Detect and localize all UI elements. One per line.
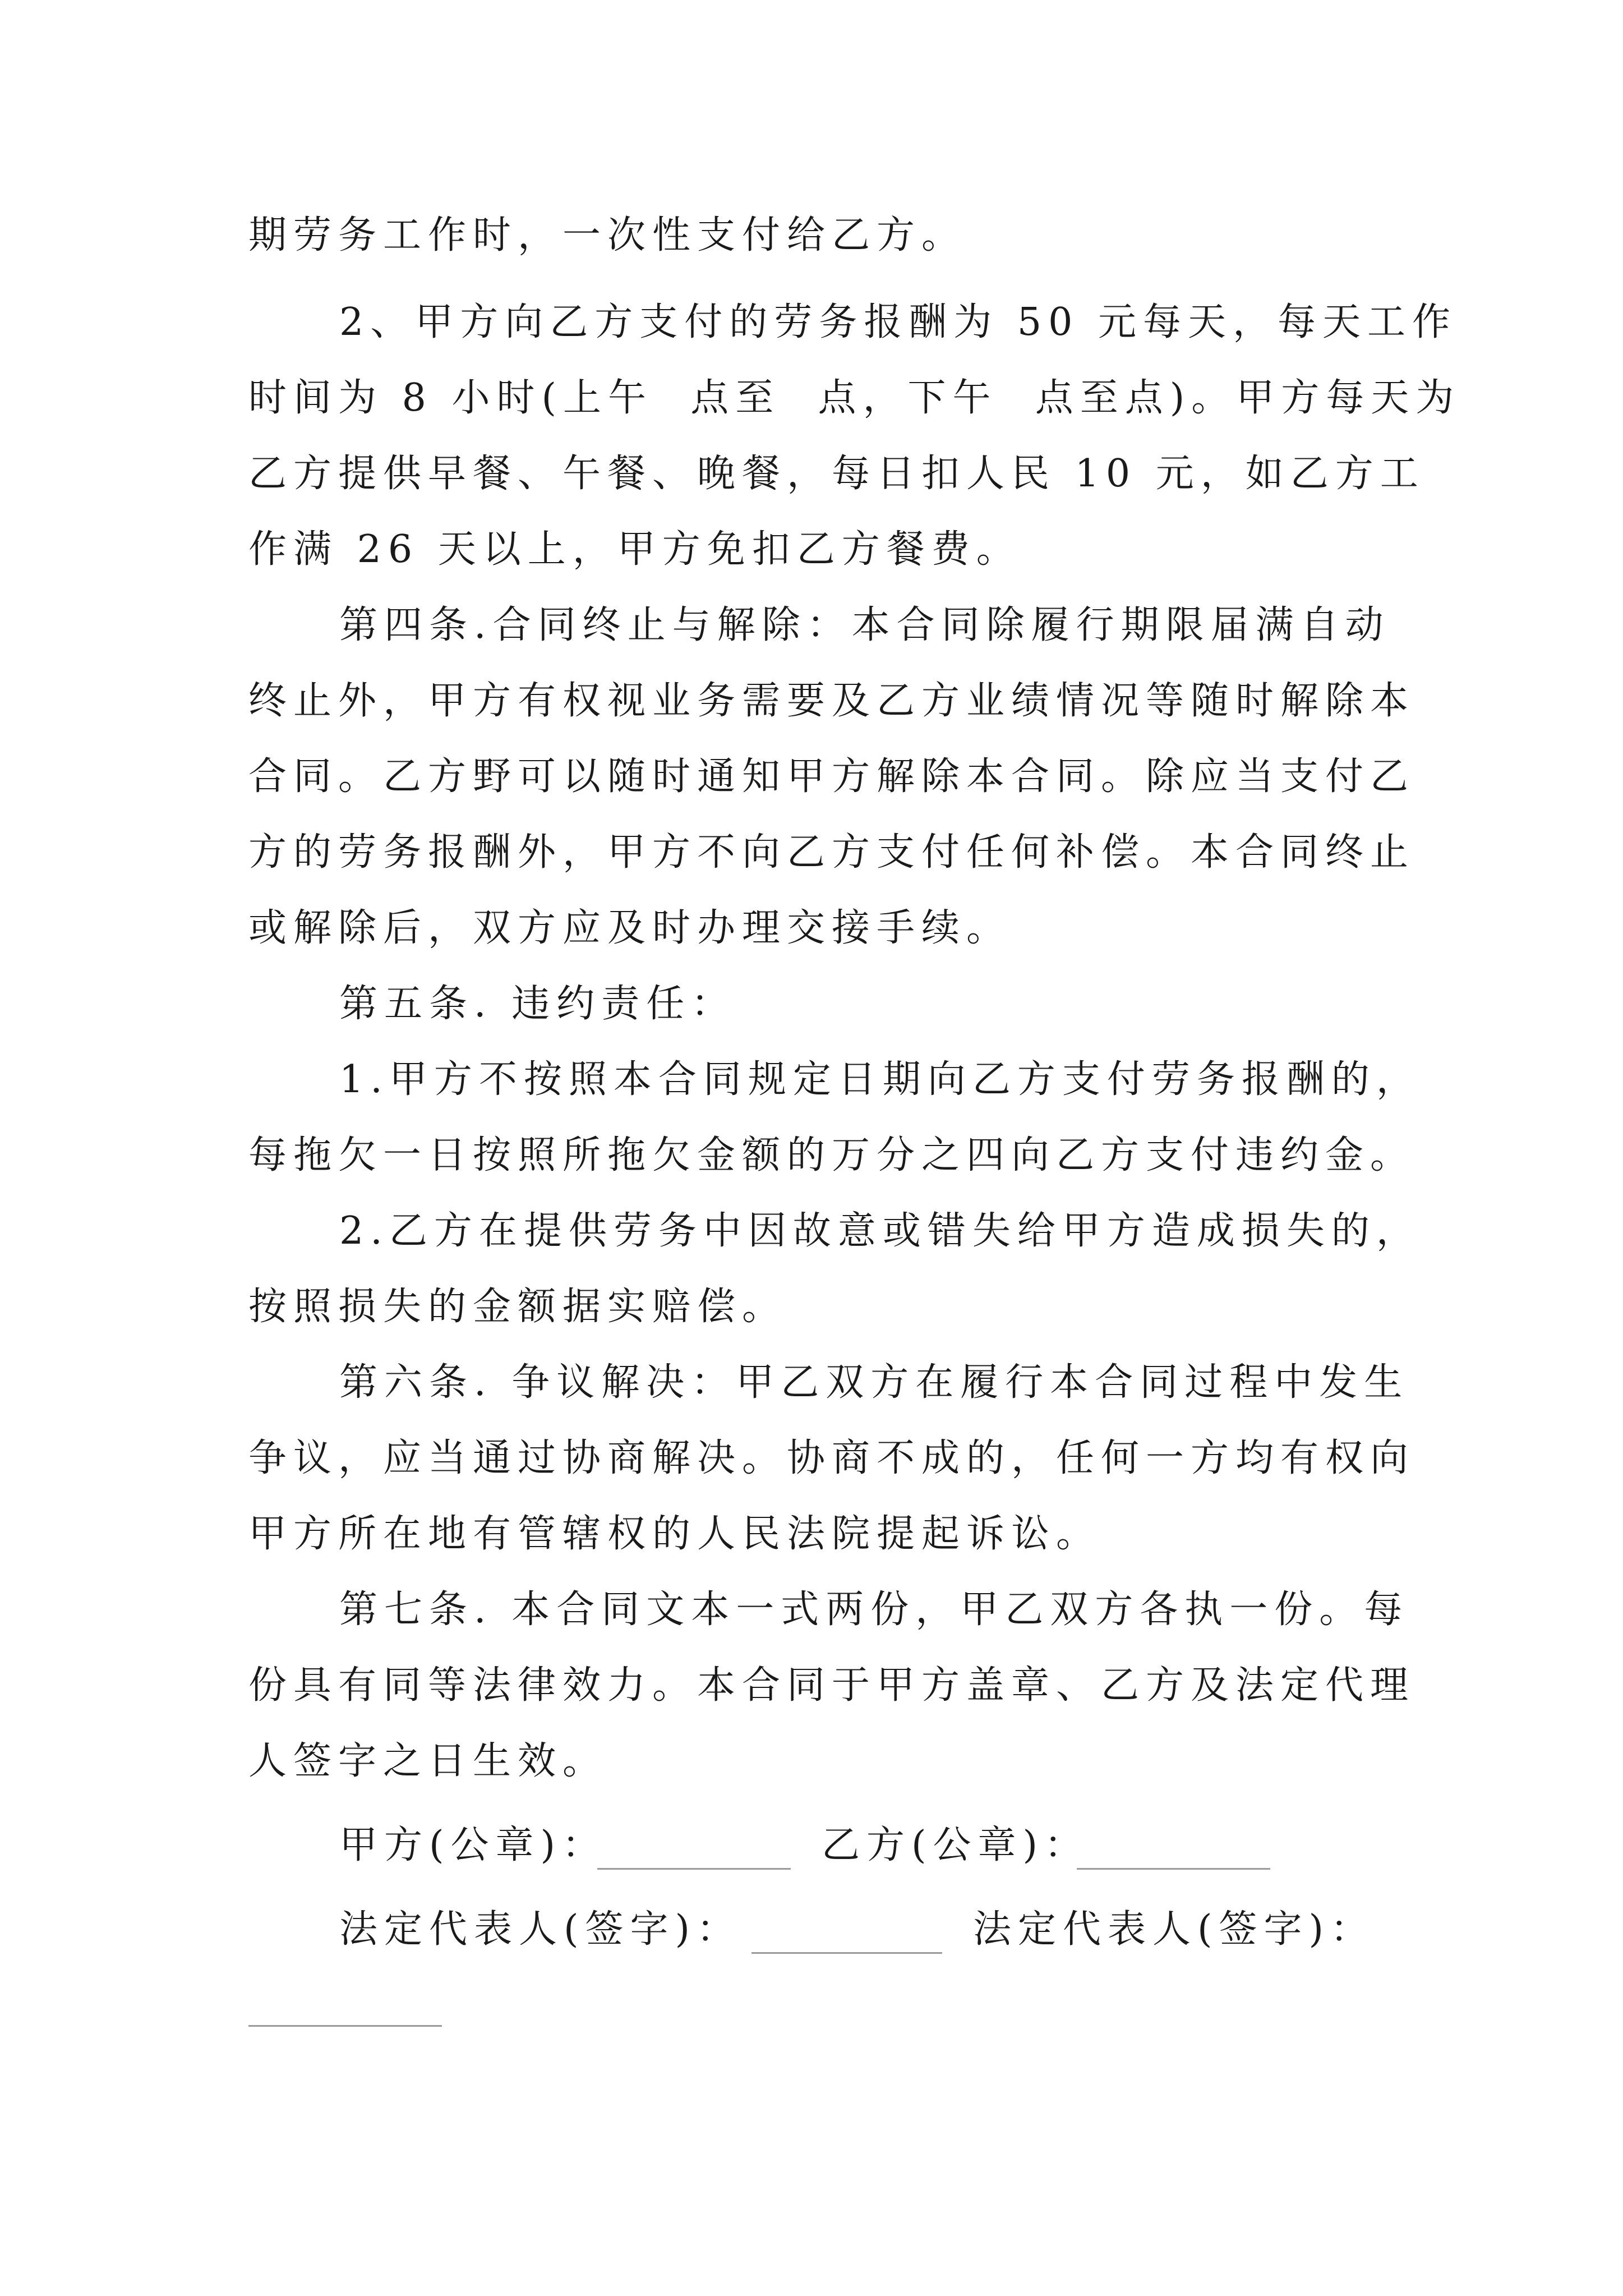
party-a-seal-label: 甲方(公章)：: [339, 1823, 607, 1867]
body-line: 份具有同等法律效力。本合同于甲方盖章、乙方及法定代理: [248, 1663, 1415, 1708]
party-a-rep-blank: [751, 1952, 942, 1954]
body-line: 或解除后，双方应及时办理交接手续。: [248, 906, 1012, 950]
party-b-seal-blank: [1077, 1868, 1270, 1870]
party-b-seal-label: 乙方(公章)：: [822, 1823, 1090, 1867]
section-heading-6: 第六条. 争议解决：甲乙双方在履行本合同过程中发生: [339, 1360, 1409, 1405]
body-line: 作满 26 天以上，甲方免扣乙方餐费。: [248, 527, 1021, 572]
body-line: 终止外，甲方有权视业务需要及乙方业绩情况等随时解除本: [248, 679, 1415, 723]
body-line: 乙方提供早餐、午餐、晚餐，每日扣人民 10 元，如乙方工: [248, 452, 1425, 496]
section-heading-7: 第七条. 本合同文本一式两份，甲乙双方各执一份。每: [339, 1588, 1409, 1632]
section-heading-5: 第五条. 违约责任：: [339, 982, 736, 1026]
body-line: 争议，应当通过协商解决。协商不成的，任何一方均有权向: [248, 1436, 1415, 1480]
body-line: 方的劳务报酬外，甲方不向乙方支付任何补偿。本合同终止: [248, 830, 1415, 875]
body-line: 按照损失的金额据实赔偿。: [248, 1285, 787, 1329]
body-line: 时间为 8 小时(上午 点至 点，下午 点至点)。甲方每天为: [248, 376, 1461, 420]
party-b-rep-label: 法定代表人(签字)：: [973, 1907, 1376, 1952]
body-line: 2.乙方在提供劳务中因故意或错失给甲方造成损失的，: [339, 1209, 1421, 1253]
body-line: 每拖欠一日按照所拖欠金额的万分之四向乙方支付违约金。: [248, 1133, 1415, 1177]
section-heading-4: 第四条.合同终止与解除：本合同除履行期限届满自动: [339, 603, 1390, 647]
body-line: 甲方所在地有管辖权的人民法院提起诉讼。: [248, 1512, 1101, 1556]
body-line: 人签字之日生效。: [248, 1739, 608, 1783]
body-line: 合同。乙方野可以随时通知甲方解除本合同。除应当支付乙: [248, 754, 1415, 799]
body-line: 2、甲方向乙方支付的劳务报酬为 50 元每天，每天工作: [339, 300, 1458, 344]
party-b-rep-blank: [248, 2025, 442, 2027]
body-line: 期劳务工作时，一次性支付给乙方。: [248, 213, 967, 257]
party-a-seal-blank: [597, 1868, 791, 1870]
body-line: 1.甲方不按照本合同规定日期向乙方支付劳务报酬的，: [339, 1057, 1421, 1102]
party-a-rep-label: 法定代表人(签字)：: [339, 1907, 742, 1952]
